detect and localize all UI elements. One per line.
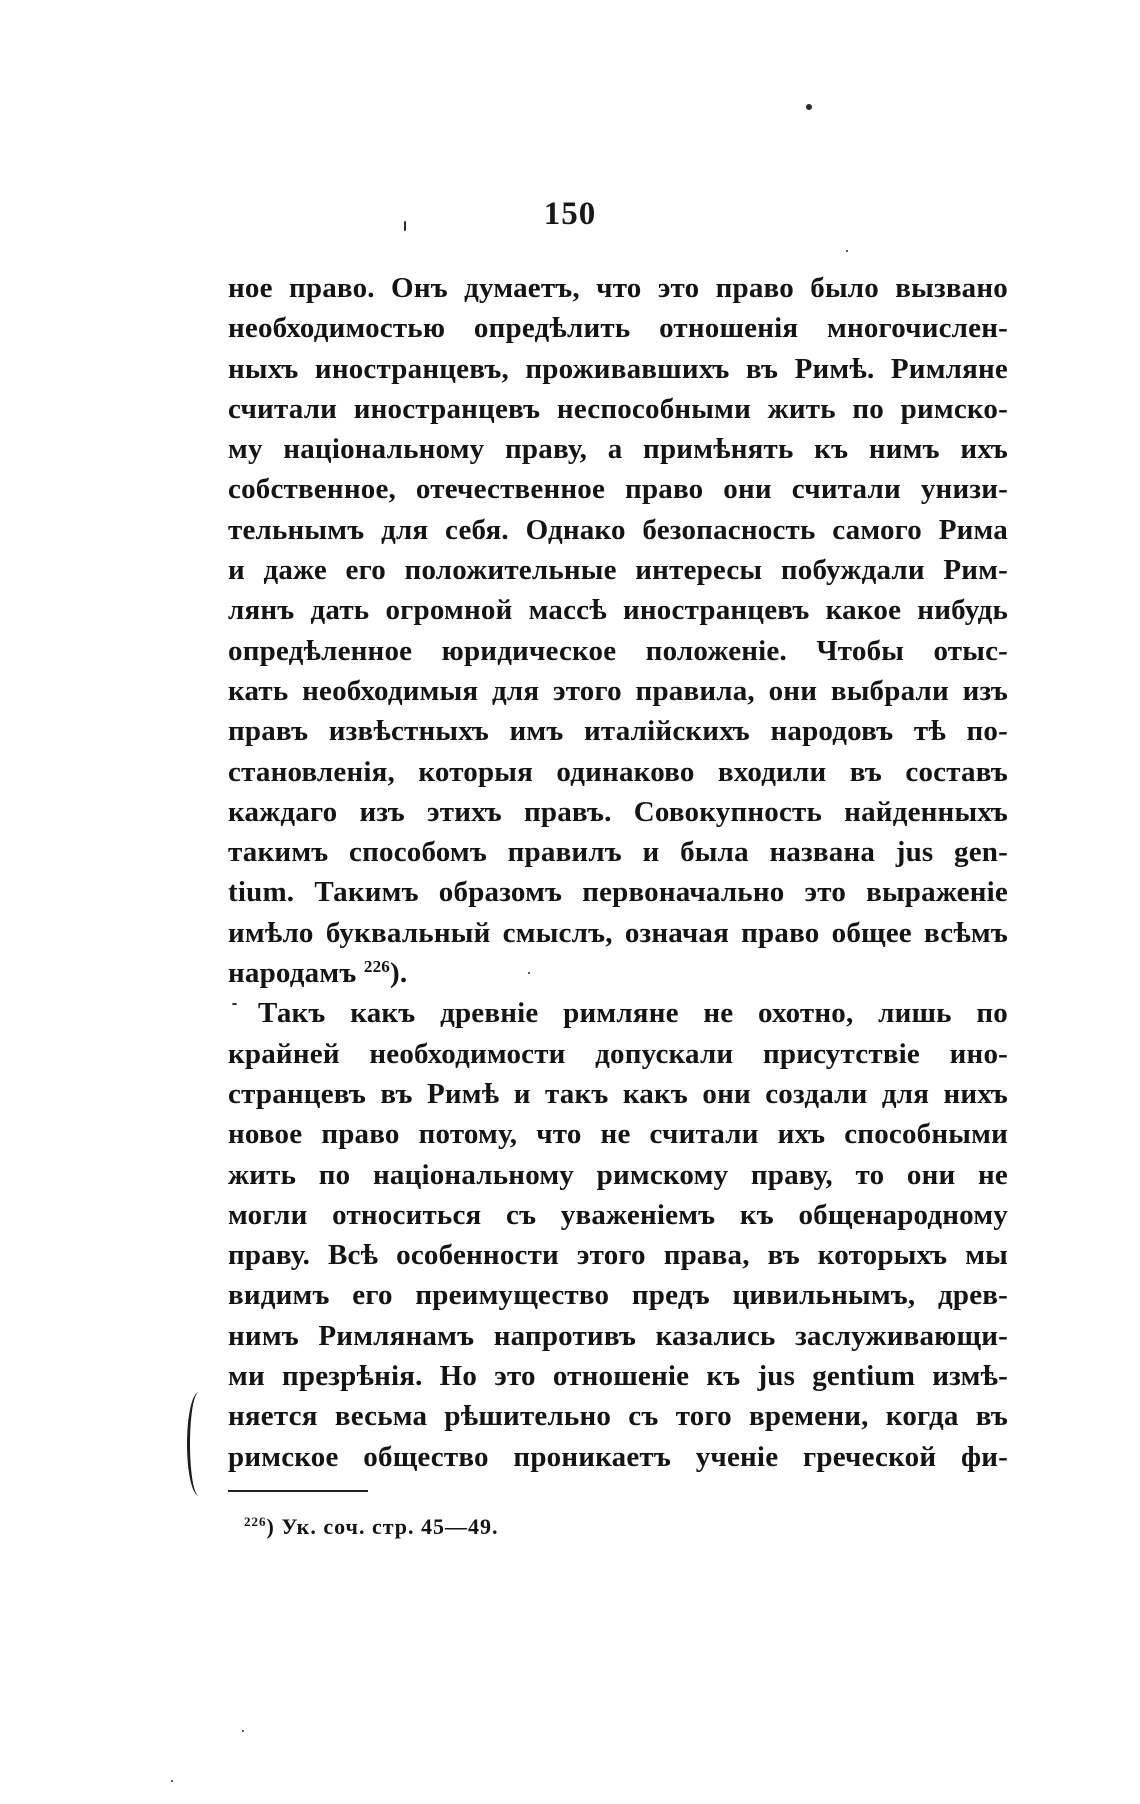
text-line: нимъ Римлянамъ напротивъ казались заслуживающи- xyxy=(228,1319,1008,1352)
footnote-number: 226 xyxy=(244,1514,267,1529)
text-line: становленія, которыя одинаково входили въ составъ xyxy=(228,755,1008,788)
text-line: такимъ способомъ правилъ и была названа jus gen- xyxy=(228,836,1008,869)
text-line: странцевъ въ Римѣ и такъ какъ они создали для нихъ xyxy=(228,1077,1008,1110)
ink-speck xyxy=(232,1003,237,1005)
ink-speck xyxy=(404,221,406,231)
text-line: жить по національному римскому праву, то они не xyxy=(228,1158,1008,1191)
text-line: новое право потому, что не считали ихъ способными xyxy=(228,1118,1008,1151)
text-line: правъ извѣстныхъ имъ италійскихъ народовъ тѣ по- xyxy=(228,715,1008,748)
text-line: ми презрѣнія. Но это отношеніе къ jus gentium измѣ- xyxy=(228,1360,1008,1393)
text-line: собственное, отечественное право они считали унизи- xyxy=(228,473,1008,506)
ink-speck xyxy=(171,1780,173,1782)
text-line: видимъ его преимущество предъ цивильнымъ, древ- xyxy=(228,1279,1008,1312)
paragraph-1 xyxy=(228,268,1008,993)
text-line: могли относиться съ уваженіемъ къ общенародному xyxy=(228,1198,1008,1231)
ink-speck xyxy=(528,972,530,974)
text-line: римское общество проникаетъ ученіе греческой фи- xyxy=(228,1440,1008,1473)
ink-speck xyxy=(846,250,848,252)
footnote-reference: 226 xyxy=(363,957,390,977)
text-line: опредѣленное юридическое положеніе. Чтобы отыс- xyxy=(228,634,1008,667)
text-line: крайней необходимости допускали присутствіе ино- xyxy=(228,1037,1008,1070)
text-line: лянъ дать огромной массѣ иностранцевъ какое нибудь xyxy=(228,594,1008,627)
text-line: имѣло буквальный смыслъ, означая право общее всѣмъ xyxy=(228,916,1008,949)
text-line: ныхъ иностранцевъ, проживавшихъ въ Римѣ. Римляне xyxy=(228,352,1008,385)
paragraph-2 xyxy=(228,993,1008,1477)
text-line: считали иностранцевъ неспособными жить по римско- xyxy=(228,392,1008,425)
text-line: и даже его положительные интересы побуждали Рим- xyxy=(228,554,1008,587)
text-line: му національному праву, а примѣнять къ нимъ ихъ xyxy=(228,433,1008,466)
ink-speck xyxy=(806,104,812,110)
margin-bracket-mark xyxy=(187,1392,204,1496)
footnote-divider xyxy=(228,1490,368,1492)
text-line: tium. Такимъ образомъ первоначально это выраженіе xyxy=(228,876,1008,909)
footnote xyxy=(244,1514,499,1540)
text-body xyxy=(228,268,1008,1477)
text-line: каждаго изъ этихъ правъ. Совокупность найденныхъ xyxy=(228,795,1008,828)
last-line-close: ). xyxy=(390,957,408,990)
text-line: необходимостью опредѣлить отношенія многочислен- xyxy=(228,312,1008,345)
footnote-text: ) Ук. соч. стр. 45—49. xyxy=(266,1514,499,1539)
last-line-text: народамъ xyxy=(228,957,364,990)
ink-speck xyxy=(242,1730,244,1732)
text-line: Такъ какъ древніе римляне не охотно, лишь по xyxy=(258,997,1008,1030)
text-line: ное право. Онъ думаетъ, что это право было вызвано xyxy=(228,272,1008,304)
text-line: няется весьма рѣшительно съ того времени, когда въ xyxy=(228,1400,1008,1433)
text-line-last xyxy=(228,953,1008,993)
text-line: тельнымъ для себя. Однако безопасность самого Рима xyxy=(228,513,1008,546)
text-line: праву. Всѣ особенности этого права, въ которыхъ мы xyxy=(228,1239,1008,1272)
page-number: 150 xyxy=(543,196,597,232)
text-line: кать необходимыя для этого правила, они выбрали изъ xyxy=(228,674,1008,707)
